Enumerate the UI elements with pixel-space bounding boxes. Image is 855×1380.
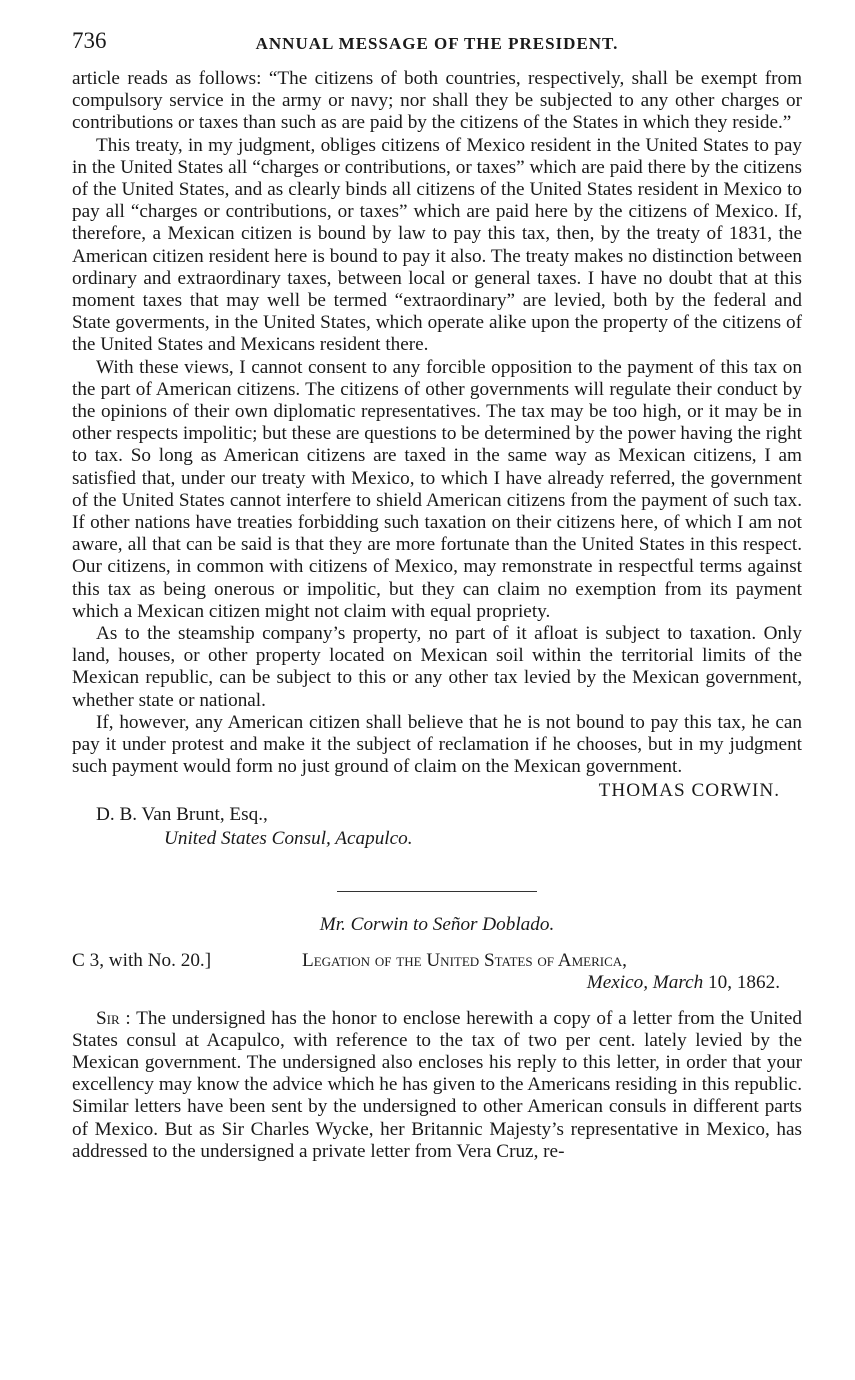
addressee-title: United States Consul, Acapulco.	[164, 827, 413, 849]
letter2-body	[72, 1008, 802, 1163]
letter-title: Mr. Corwin to Señor Doblado.	[319, 913, 555, 935]
addressee-name: D. B. Van Brunt, Esq.,	[96, 803, 268, 825]
page-number: 736	[72, 28, 107, 53]
section-divider	[337, 891, 537, 892]
salutation: Sir :	[96, 1007, 131, 1029]
document-reference: C 3, with No. 20.]	[72, 949, 212, 971]
date: 10, 1862.	[708, 971, 780, 993]
legation-heading: Legation of the United States of America,	[302, 949, 627, 971]
letter1-paragraph-4: As to the steamship company’s property, no part of it afloat is subject to taxation. Only land, houses, or other property located on Mexican soil within the territorial limits of the Mexican republic, can be subject to this or any other tax levied by the Mexican government, whether state or national.	[72, 623, 802, 711]
page-header	[72, 28, 802, 68]
place: Mexico, March	[586, 971, 704, 993]
place-date	[587, 972, 780, 994]
dateline	[72, 950, 802, 998]
addressee-block	[72, 803, 802, 851]
signature: THOMAS CORWIN.	[598, 779, 780, 801]
letter1-paragraph-3: With these views, I cannot consent to any forcible opposition to the payment of this tax on the part of American citizens. The citizens of other governments will regulate their conduct by the opinions of their own diplomatic representatives. The tax may be too high, or it may be in other respects impolitic; but these are questions to be determined by the power having the right to tax. So long as American citizens are taxed in the same way as Mexican citizens, I am satisfied that, under our treaty with Mexico, to which I have already referred, the government of the United States cannot interfere to shield American citizens from the payment of such tax. If other nations have treaties forbidding such taxation on their citizens here, of which I am not aware, all that can be said is that they are more fortunate than the United States in this respect. Our citizens, in common with citizens of Mexico, may remonstrate in respectful terms against this tax as being onerous or impolitic, but they can claim no exemption from its payment which a Mexican citizen might not claim with equal propriety.	[72, 356, 802, 622]
letter2-body-text: The undersigned has the honor to enclose herewith a copy of a letter from the United States consul at Acapulco, with reference to the tax of two per cent. lately levied by the Mexican government. The undersigned also encloses his reply to this letter, in order that your excellency may know the advice which he has given to the Americans residing in this republic. Similar letters have been sent by the undersigned to other American consuls in different parts of Mexico. But as Sir Charles Wycke, her Britannic Majesty’s representative in Mexico, has addressed to the undersigned a private letter from Vera Cruz, re-	[72, 1007, 802, 1162]
running-head: ANNUAL MESSAGE OF THE PRESIDENT.	[255, 34, 619, 53]
letter1-paragraph-2: This treaty, in my judgment, obliges citizens of Mexico resident in the United States to pay in the United States all “charges or contributions, or taxes” which are paid there by the citizens of the United States, and as clearly binds all citizens of the United States resident in Mexico to pay all “charges or contributions, or taxes” which are paid here by the citizens of Mexico. If, therefore, a Mexican citizen is bound by law to pay this tax, then, by the treaty of 1831, the American citizen resident here is bound to pay it also. The treaty makes no distinction between ordinary and extraordinary taxes, between local or general taxes. I have no doubt that at this moment taxes that may well be termed “extraordinary” are levied, both by the federal and State goverments, in the United States, which operate alike upon the property of the citizens of the United States and Mexicans resident there.	[72, 134, 802, 356]
document-page	[72, 28, 802, 1163]
letter1-paragraph-1: article reads as follows: “The citizens of both countries, respectively, shall be exempt from compulsory service in the army or navy; nor shall they be subjected to any other charges or contributions or taxes than such as are paid by the citizens of the States in which they reside.”	[72, 68, 802, 134]
letter1-paragraph-5: If, however, any American citizen shall believe that he is not bound to pay this tax, he can pay it under protest and make it the subject of reclamation if he chooses, but in my judgment such payment would form no just ground of claim on the Mexican government.	[72, 711, 802, 778]
